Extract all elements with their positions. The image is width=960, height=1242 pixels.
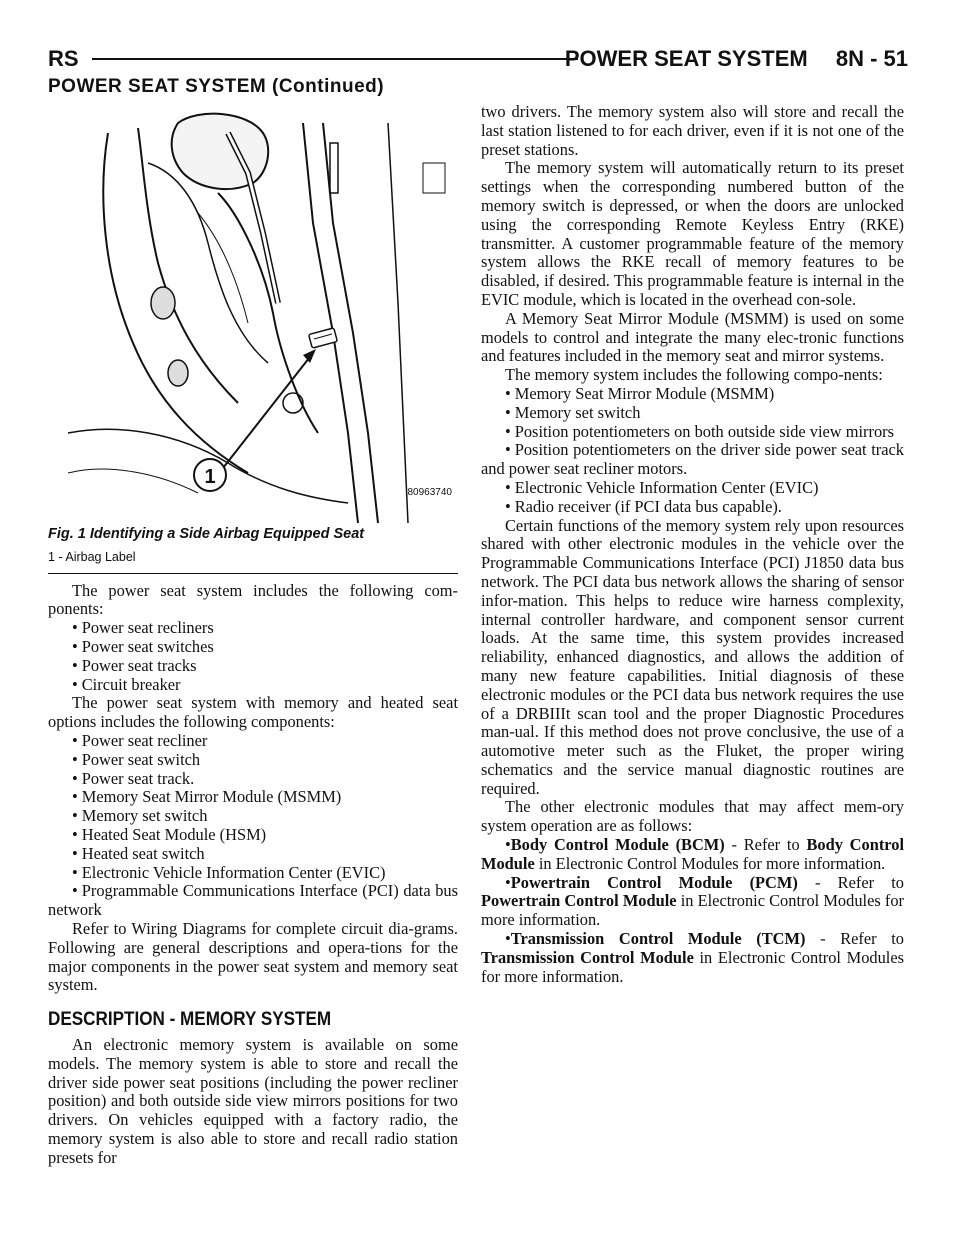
page-header — [48, 46, 908, 72]
component-list — [481, 385, 904, 517]
list-item: • Electronic Vehicle Information Center (EVIC) — [72, 862, 386, 882]
list-item: • Memory set switch — [72, 806, 208, 826]
list-item: • Power seat switches — [72, 636, 214, 656]
list-item: • Heated Seat Module (HSM) — [72, 824, 267, 844]
paragraph: two drivers. The memory system also will store and recall the last station listened to for each driver, even if it is not one of the preset stations. — [481, 102, 904, 159]
bullet-icon: • — [72, 730, 78, 750]
list-item: • Position potentiometers on the driver side power seat track and power seat recliner motors. — [481, 440, 904, 479]
bullet-icon: • — [72, 674, 78, 694]
list-item: • Position potentiometers on both outside side view mirrors — [505, 421, 894, 441]
continued-title: POWER SEAT SYSTEM (Continued) — [48, 76, 385, 97]
bullet-icon: • — [72, 655, 78, 675]
section-title: DESCRIPTION - MEMORY SYSTEM — [48, 1009, 332, 1031]
list-item: • Programmable Communications Interface (PCI) data bus network — [48, 881, 458, 920]
bullet-icon: • — [72, 843, 78, 863]
header-manual-code: RS — [48, 46, 79, 71]
bullet-icon: • — [72, 618, 78, 638]
component-list — [48, 732, 458, 920]
header-right — [543, 46, 908, 72]
figure-airbag-seat — [48, 103, 458, 523]
list-item: • Memory set switch — [505, 402, 641, 422]
bullet-icon: • — [505, 496, 511, 516]
bullet-icon: • — [72, 787, 78, 807]
figure-legend: 1 - Airbag Label — [48, 549, 136, 564]
module-bcm: •Body Control Module (BCM) - Refer to Body Control Module in Electronic Control Modules for more information. — [481, 835, 905, 873]
figure-rule — [48, 573, 458, 574]
bullet-icon: • — [72, 824, 78, 844]
figure-caption: Fig. 1 Identifying a Side Airbag Equipped Seat — [48, 526, 365, 542]
module-tcm: •Transmission Control Module (TCM) - Refer to Transmission Control Module in Electronic Control Modules for more information. — [481, 929, 904, 986]
paragraph: Refer to Wiring Diagrams for complete circuit dia-grams. Following are general descriptions and opera-tions for the major components in the power seat system and memory seat system. — [48, 918, 458, 995]
bullet-icon: • — [505, 477, 511, 497]
bullet-icon: • — [505, 929, 511, 949]
header-rule — [92, 58, 578, 60]
bullet-icon: • — [72, 881, 78, 901]
paragraph: The memory system includes the following compo-nents: — [505, 365, 883, 385]
figure-image-code: 80963740 — [407, 487, 452, 498]
paragraph: The power seat system includes the following com-ponents: — [48, 580, 458, 619]
seat-illustration — [48, 103, 458, 523]
list-item: • Power seat track. — [72, 768, 195, 788]
bullet-icon: • — [72, 636, 78, 656]
paragraph: The power seat system with memory and heated seat options includes the following components: — [48, 693, 458, 732]
list-item: • Power seat recliner — [72, 730, 208, 750]
paragraph: A Memory Seat Mirror Module (MSMM) is used on some models to control and integrate the many elec-tronic functions and features included in the memory seat and mirror systems. — [481, 308, 904, 366]
page-number: 8N - 51 — [835, 46, 908, 71]
paragraph: Certain functions of the memory system rely upon resources shared with other electronic modules in the vehicle over the Programmable Communications Interface (PCI) J1850 data bus network. The PCI data bus network allows the sharing of sensor infor-mation. This helps to reduce wire harness complexity, internal controller hardware, and component sensor current loads. At the same time, this system provides increased reliability, enhanced diagnostics, and allows the addition of many new feature capabilities. Initial diagnosis of these electronic modules or the PCI data bus network requires the use of a DRBIIIt scan tool and the proper Diagnostic Procedures man-ual. If this method does not prove conclusive, the use of a automotive meter such as the Fluket, the proper wiring schematics and the service manual diagnostic routines are required. — [481, 515, 904, 798]
bullet-icon: • — [505, 440, 511, 460]
bullet-icon: • — [505, 835, 511, 855]
bullet-icon: • — [505, 383, 511, 403]
paragraph: The other electronic modules that may affect mem-ory system operation are as follows: — [481, 797, 904, 836]
left-column — [48, 103, 458, 1168]
bullet-icon: • — [72, 862, 78, 882]
list-item: • Memory Seat Mirror Module (MSMM) — [72, 787, 342, 807]
list-item: • Heated seat switch — [72, 843, 205, 863]
bullet-icon: • — [505, 872, 511, 892]
list-item: • Power seat switch — [72, 749, 201, 769]
list-item: • Power seat tracks — [72, 655, 197, 675]
bullet-icon: • — [72, 749, 78, 769]
component-list — [48, 619, 458, 694]
list-item: • Radio receiver (if PCI data bus capable). — [505, 496, 782, 516]
bullet-icon: • — [72, 806, 78, 826]
module-pcm: •Powertrain Control Module (PCM) - Refer to Powertrain Control Module in Electronic Control Modules for more information. — [481, 872, 904, 930]
list-item: • Circuit breaker — [72, 674, 181, 694]
bullet-icon: • — [72, 768, 78, 788]
bullet-icon: • — [505, 421, 511, 441]
figure-callout-number: 1 — [204, 466, 216, 488]
header-title: POWER SEAT SYSTEM — [564, 46, 808, 71]
bullet-icon: • — [505, 402, 511, 422]
right-column — [481, 103, 904, 986]
paragraph: An electronic memory system is available on some models. The memory system is able to store and recall the driver side power seat positions (including the power recliner position) and both outside side view mirrors positions for two drivers. On vehicles equipped with a factory radio, the memory system is also able to store and recall radio station presets for — [48, 1034, 458, 1167]
list-item: • Power seat recliners — [72, 618, 214, 638]
list-item: • Memory Seat Mirror Module (MSMM) — [505, 383, 775, 403]
list-item: • Electronic Vehicle Information Center (EVIC) — [505, 477, 819, 497]
paragraph: The memory system will automatically return to its preset settings when the corresponding numbered button of the memory switch is depressed, or when the doors are unlocked using the corresponding Remote Keyless Entry (RKE) transmitter. A customer programmable feature of the memory system allows the RKE recall of memory features to be disabled, if desired. This programmable feature is internal in the EVIC module, which is located in the overhead con-sole. — [481, 158, 904, 309]
